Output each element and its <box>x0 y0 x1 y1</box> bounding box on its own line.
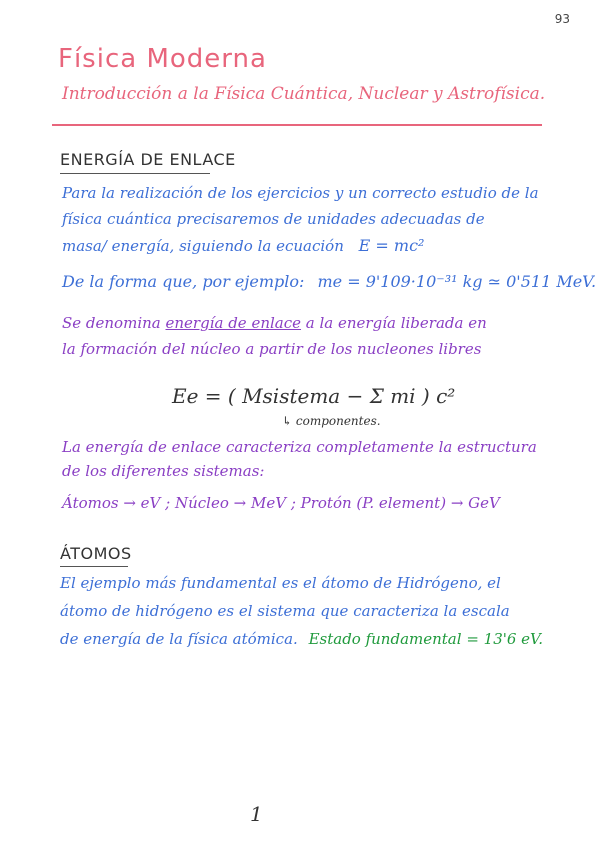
para3-pre: Se denomina <box>62 314 161 332</box>
para1-line2: física cuántica precisaremos de unidades adecuadas de <box>62 210 485 228</box>
section-heading-atomos: ÁTOMOS <box>60 544 132 563</box>
page-number: 93 <box>554 12 570 26</box>
page-title: Física Moderna <box>58 44 267 74</box>
para3-post: a la energía liberada en <box>305 314 487 332</box>
para1-line1: Para la realización de los ejercicios y un correcto estudio de la <box>62 184 539 202</box>
energy-scales-line: Átomos → eV ; Núcleo → MeV ; Protón (P. element) → GeV <box>62 494 500 512</box>
section-heading-energia: ENERGÍA DE ENLACE <box>60 150 236 169</box>
atomos-line3-text: de energía de la física atómica. <box>60 630 298 648</box>
section-heading-underline <box>60 173 210 174</box>
para4-line1: La energía de enlace caracteriza completamente la estructura <box>62 438 537 456</box>
formula-annotation: ↳ componentes. <box>282 414 381 428</box>
ground-state-energy: Estado fundamental = 13'6 eV. <box>308 630 544 648</box>
page-subtitle: Introducción a la Física Cuántica, Nuclear y Astrofísica. <box>62 84 546 104</box>
para1-line3 <box>62 236 424 255</box>
para2 <box>62 272 596 291</box>
einstein-equation: E = mc² <box>358 236 425 255</box>
para4-line2: de los diferentes sistemas: <box>62 462 265 480</box>
page-mark: 1 <box>250 802 263 826</box>
para3-line2: la formación del núcleo a partir de los nucleones libres <box>62 340 482 358</box>
para1-line3-text: masa/ energía, siguiendo la ecuación <box>62 237 344 255</box>
term-energia-de-enlace: energía de enlace <box>165 314 301 332</box>
electron-mass-equation: me = 9'109·10⁻³¹ kg ≃ 0'511 MeV. <box>317 272 597 291</box>
para3-line1 <box>62 314 487 332</box>
title-divider <box>52 124 542 126</box>
atomos-line2: átomo de hidrógeno es el sistema que caracteriza la escala <box>60 602 510 620</box>
para2-prefix: De la forma que, por ejemplo: <box>62 272 305 291</box>
atomos-line3 <box>60 630 543 648</box>
section-heading-underline-2 <box>60 566 128 567</box>
atomos-line1: El ejemplo más fundamental es el átomo de Hidrógeno, el <box>60 574 501 592</box>
binding-energy-formula: Ee = ( Msistema − Σ mi ) c² <box>172 384 456 408</box>
